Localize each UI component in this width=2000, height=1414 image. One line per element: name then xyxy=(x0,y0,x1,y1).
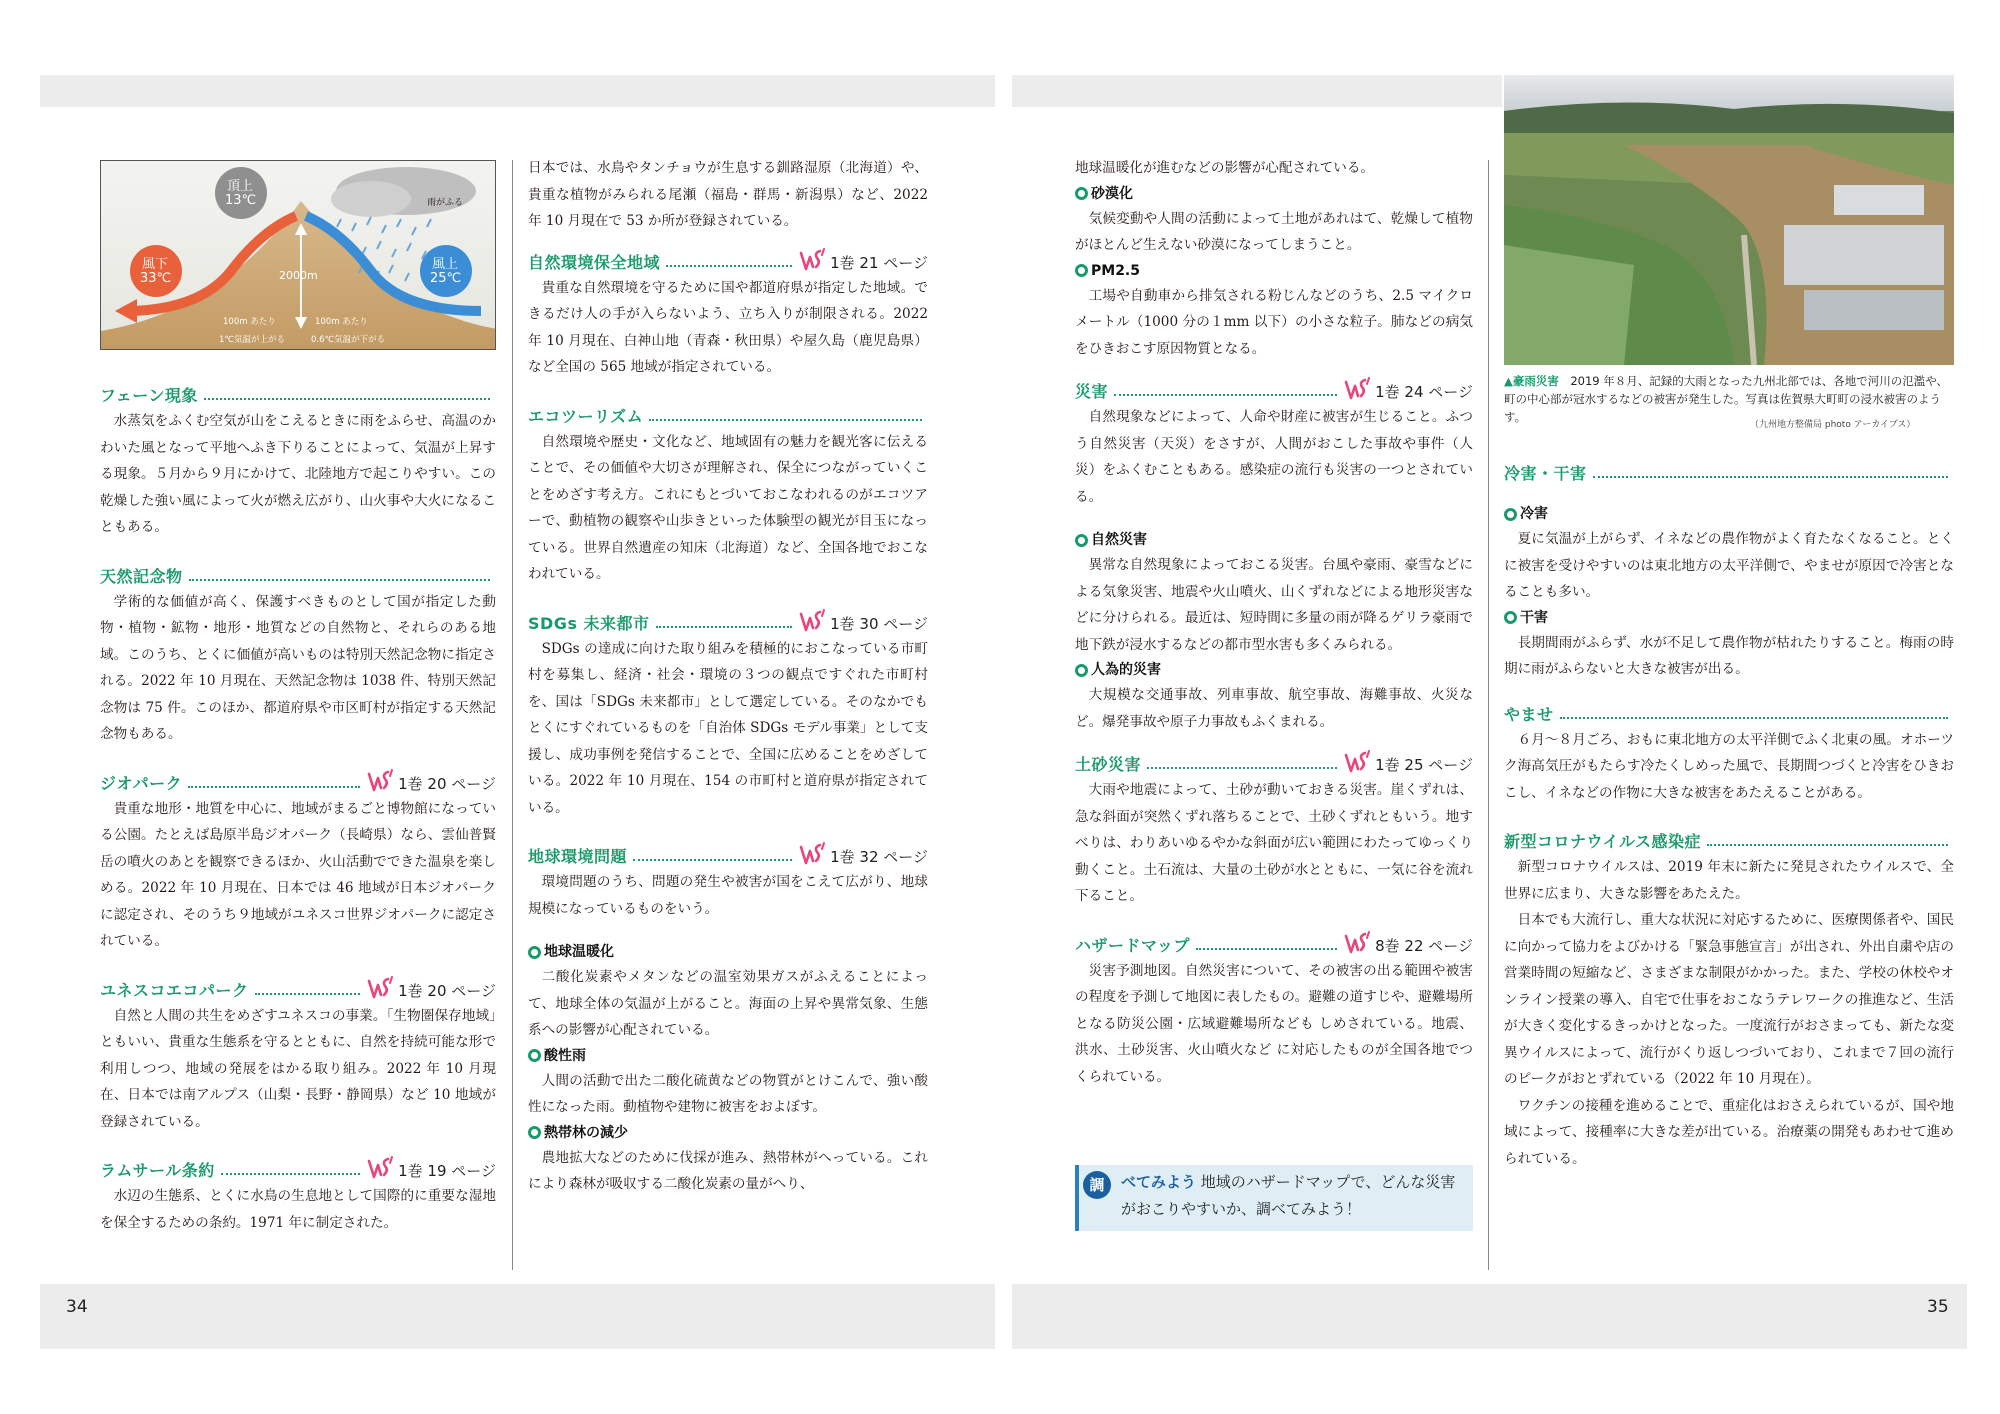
dotted-leader xyxy=(255,993,361,995)
col4-entries xyxy=(1504,697,1954,1173)
entry-text: 環境問題のうち、問題の発生や被害が国をこえて広がり、地球規模になっているものをいう。 xyxy=(528,874,928,917)
entry-text: 新型コロナウイルスは、2019 年末に新たに発見されたウイルスで、全世界に広まり、大きな影響をあたえた。 xyxy=(1504,859,1954,902)
entry-text: SDGs の達成に向けた取り組みを積極的におこなっている市町村を募集し、経済・社会・環境の３つの観点ですぐれた市町村を、国は「SDGs 未来都市」として選定している。そのなかでもとくにすぐれているものを「自治体 SDGs モデル事業」として支援し、成功事例を発信することで、全国に広めることをめざしている。2022 年 10 月現在、154 の市町村と道府県が指定されている。 xyxy=(528,640,928,816)
subitem-title-text: 自然災害 xyxy=(1091,532,1147,548)
glossary-entry xyxy=(1075,747,1473,910)
volume-reference xyxy=(1343,930,1473,956)
entry-header xyxy=(528,399,928,427)
callout-label: べてみよう xyxy=(1121,1173,1197,1191)
subitem-title-text: 熱帯林の減少 xyxy=(544,1124,628,1141)
entry-term: 自然環境保全地域 xyxy=(528,252,661,272)
entry-term: ユネスコエコパーク xyxy=(100,980,249,1000)
entry-term: ハザードマップ xyxy=(1075,935,1190,955)
flood-photo-graphic xyxy=(1504,75,1954,365)
circle-bullet-icon xyxy=(1075,534,1088,547)
glossary-entry xyxy=(1075,928,1473,1091)
volume-reference xyxy=(366,975,496,1001)
reference-text: 1巻 19 ページ xyxy=(398,1162,496,1180)
dotted-leader xyxy=(656,626,793,628)
subitem-title-text: 冷害 xyxy=(1520,506,1548,522)
subitem-title xyxy=(528,1121,928,1145)
subitem-title xyxy=(1075,259,1473,283)
entry-header xyxy=(100,973,496,1001)
glossary-entry xyxy=(528,606,928,822)
left-rate-2: 1℃気温が上がる xyxy=(219,335,285,345)
volume-ref-icon xyxy=(1343,376,1373,402)
leeward-temp: 33℃ xyxy=(140,271,172,286)
column-3 xyxy=(1075,155,1473,1108)
entry-term: SDGs 未来都市 xyxy=(528,613,650,633)
glossary-entry xyxy=(100,766,496,955)
bottom-band-right xyxy=(1012,1284,1967,1349)
subitem-title-text: PM2.5 xyxy=(1091,262,1140,279)
dotted-leader xyxy=(633,859,792,861)
investigate-icon: 調 xyxy=(1083,1171,1111,1199)
dotted-leader xyxy=(189,579,490,581)
circle-bullet-icon xyxy=(528,946,541,959)
dotted-leader xyxy=(1707,844,1948,846)
glossary-entry xyxy=(528,839,928,922)
column-divider-left xyxy=(512,160,513,1270)
entry-term: 冷害・干害 xyxy=(1504,464,1587,483)
circle-bullet-icon xyxy=(528,1126,541,1139)
circle-bullet-icon xyxy=(1075,187,1088,200)
entry-text: 自然現象などによって、人命や財産に被害が生じること。ふつう自然災害（天災）をさすが、人間がおこした事故や事件（人災）をふくむこともある。感染症の流行も災害の一つとされている。 xyxy=(1075,409,1473,505)
entry-text: 学術的な価値が高く、保護すべきものとして国が指定した動物・植物・鉱物・地形・地質などの自然物と、それらのある地域。このうち、とくに価値が高いものは特別天然記念物に指定される。2022 年 10 月現在、天然記念物は 1038 件、特別天然記念物は 75 件。このほか、都道府県や市区町村が指定する天然記念物もある。 xyxy=(100,593,496,742)
entry-header xyxy=(100,378,496,406)
entry-header xyxy=(528,245,928,273)
subitem-title xyxy=(528,940,928,964)
subitem-title xyxy=(1504,502,1954,526)
subitem-title-text: 干害 xyxy=(1520,609,1548,626)
entry-term: フェーン現象 xyxy=(100,386,198,405)
investigate-callout xyxy=(1075,1165,1473,1231)
reference-text: 1巻 20 ページ xyxy=(398,774,496,793)
entry-term: 土砂災害 xyxy=(1075,755,1142,774)
entry-text: 大雨や地震によって、土砂が動いておきる災害。崖くずれは、急な斜面が突然くずれ落ちることで、土砂くずれともいう。地すべりは、わりあいゆるやかな斜面が広い範囲にわたってゆっくり動くこと。土石流は、大量の土砂が水とともに、一気に谷を流れ下ること。 xyxy=(1075,782,1473,904)
subitem-text: 人間の活動で出た二酸化硫黄などの物質がとけこんで、強い酸性になった雨。動植物や建物に被害をおよぼす。 xyxy=(528,1072,928,1115)
entry-term: ジオパーク xyxy=(100,773,183,793)
glossary-entry xyxy=(1075,374,1473,510)
entry-header xyxy=(1075,747,1473,775)
reference-text: 1巻 25 ページ xyxy=(1375,756,1473,774)
subitem-title xyxy=(1075,658,1473,682)
glossary-entry xyxy=(100,378,496,541)
column-2 xyxy=(528,155,928,1198)
subitem-title-text: 地球温暖化 xyxy=(544,944,614,960)
entry-text: 水辺の生態系、とくに水鳥の生息地として国際的に重要な湿地を保全するための条約。1971 年に制定された。 xyxy=(100,1188,496,1231)
entry-term: 新型コロナウイルス感染症 xyxy=(1504,832,1702,851)
glossary-entry xyxy=(1504,824,1954,1172)
entry-header xyxy=(1504,456,1954,484)
entry-text: ワクチンの接種を進めることで、重症化はおさえられているが、国や地域によって、接種率に大きな差が出ている。治療薬の開発もあわせて進められている。 xyxy=(1504,1097,1954,1167)
entry-text: 自然環境や歴史・文化など、地域固有の魅力を観光客に伝えることで、その価値や大切さが理解され、保全につながっていくことをめざす考え方。これにもとづいておこなわれるのがエコツアーで、動植物の観察や山歩きといった体験型の観光が目玉になっている。世界自然遺産の知床（北海道）など、全国各地でおこなわれている。 xyxy=(528,433,928,582)
reference-text: 1巻 32 ページ xyxy=(830,848,928,866)
col3-disaster-subitems xyxy=(1075,528,1473,735)
right-rate-1: 100m あたり xyxy=(315,317,368,327)
subitem-text: 農地拡大などのために伐採が進み、熱帯林がへっている。これにより森林が吸収する二酸化炭素の量がへり、 xyxy=(528,1149,928,1192)
entry-text: 貴重な地形・地質を中心に、地域がまるごと博物館になっている公園。たとえば島原半島ジオパーク（長崎県）なら、雲仙普賢岳の噴火のあとを観察できるほか、火山活動でできた温泉を楽しめる。2022 年 10 月現在、日本では 46 地域が日本ジオパークに認定され、そのうち９地域がユネスコ世界ジオパークに認定されている。 xyxy=(100,800,496,949)
glossary-entry xyxy=(1504,456,1954,484)
left-rate-1: 100m あたり xyxy=(223,317,276,327)
entry-term: 災害 xyxy=(1075,382,1109,401)
volume-reference xyxy=(366,768,496,794)
glossary-entry xyxy=(100,973,496,1136)
col2-entries xyxy=(528,245,928,923)
col2-lead: 日本では、水鳥やタンチョウが生息する釧路湿原（北海道）や、貴重な植物がみられる尾瀬（福島・群馬・新潟県）など、2022 年 10 月現在で 53 か所が登録されている。 xyxy=(528,160,928,229)
dotted-leader xyxy=(666,265,792,267)
entry-term: 地球環境問題 xyxy=(528,847,628,866)
dotted-leader xyxy=(188,786,360,788)
volume-reference xyxy=(798,841,928,867)
glossary-entry xyxy=(100,1153,496,1236)
callout-text: 地域のハザードマップで、どんな災害がおこりやすいか、調べてみよう！ xyxy=(1121,1173,1456,1218)
entry-header xyxy=(1075,374,1473,402)
entry-header xyxy=(100,1153,496,1181)
entry-text: 災害予測地図。自然災害について、その被害の出る範囲や被害の程度を予測して地図に表したもの。避難の道すじや、避難場所となる防災公園・広域避難場所なども しめされている。地震、洪水、土砂災害、火山噴火など に対応したものが全国各地でつくられている。 xyxy=(1075,962,1473,1085)
top-band-left xyxy=(40,75,995,107)
subitem-text: 長期間雨がふらず、水が不足して農作物が枯れたりすること。梅雨の時期に雨がふらないと大きな被害が出る。 xyxy=(1504,634,1954,677)
reference-text: 8巻 22 ページ xyxy=(1375,936,1473,955)
reference-text: 1巻 21 ページ xyxy=(830,253,928,272)
entry-text: 水蒸気をふくむ空気が山をこえるときに雨をふらせ、高温のかわいた風となって平地へふき下りることによって、気温が上昇する現象。５月から９月にかけて、北陸地方で起こりやすい。この乾燥した強い風によって火が燃え広がり、山火事や大火になることもある。 xyxy=(100,413,496,535)
subitem-title xyxy=(1075,528,1473,552)
subitem-text: 二酸化炭素やメタンなどの温室効果ガスがふえることによって、地球全体の気温が上がること。海面の上昇や異常気象、生態系への影響が心配されている。 xyxy=(528,969,928,1038)
dotted-leader xyxy=(1560,717,1948,719)
dotted-leader xyxy=(649,419,922,421)
subitem-text: 気候変動や人間の活動によって土地があれはて、乾燥して植物がほとんど生えない砂漠になってしまうこと。 xyxy=(1075,210,1473,253)
entry-header xyxy=(1075,928,1473,956)
circle-bullet-icon xyxy=(1504,508,1517,521)
entry-term: 天然記念物 xyxy=(100,566,183,586)
dotted-leader xyxy=(1147,767,1337,769)
entry-text: 日本でも大流行し、重大な状況に対応するために、医療関係者や、国民に向かって協力をよびかける「緊急事態宣言」が出され、外出自粛や店の営業時間の短縮など、さまざまな制限がかかった。また、学校の休校やオンライン授業の導入、自宅で仕事をおこなうテレワークの推進など、生活が大きく変化するきっかけとなった。一度流行がおさまっても、新たな変異ウイルスによって、流行がくり返しつづいており、これまで７回の流行のピークがおとずれている（2022 年 10 月現在）。 xyxy=(1504,912,1954,1087)
height-label: 2000m xyxy=(279,269,318,282)
circle-bullet-icon xyxy=(1504,611,1517,624)
subitem-text: 異常な自然現象によっておこる災害。台風や豪雨、豪雪などによる気象災害、地震や火山噴火、山くずれなどによる地形災害などに分けられる。最近は、短時間に多量の雨が降るゲリラ豪雨で地下鉄が浸水するなどの都市型水害も多くみられる。 xyxy=(1075,557,1473,653)
windward-temp: 25℃ xyxy=(430,271,462,286)
dotted-leader xyxy=(1593,476,1948,478)
entry-header xyxy=(528,606,928,634)
glossary-entry xyxy=(1504,697,1954,807)
entry-term: エコツーリズム xyxy=(528,406,644,426)
summit-temp: 13℃ xyxy=(225,193,257,208)
entry-header xyxy=(1504,697,1954,725)
reference-text: 1巻 20 ページ xyxy=(398,981,496,1000)
volume-reference xyxy=(1343,749,1473,775)
entry-header xyxy=(1504,824,1954,852)
volume-ref-icon xyxy=(366,768,396,794)
col4-cold-subitems xyxy=(1504,502,1954,683)
col3-entries xyxy=(1075,747,1473,1090)
volume-ref-icon xyxy=(1343,749,1373,775)
windward-label: 風上 xyxy=(432,257,459,272)
circle-bullet-icon xyxy=(1075,664,1088,677)
entry-term: やませ xyxy=(1504,704,1554,724)
circle-bullet-icon xyxy=(1075,264,1088,277)
entry-term: ラムサール条約 xyxy=(100,1161,215,1180)
subitem-title xyxy=(1075,182,1473,206)
volume-ref-icon xyxy=(798,841,828,867)
reference-text: 1巻 30 ページ xyxy=(830,614,928,633)
entry-text: 自然と人間の共生をめざすユネスコの事業。「生物圏保存地域」ともいい、貴重な生態系を守るとともに、自然を持続可能な形で利用しつつ、地域の発展をはかる取り組み。2022 年 10 月現在、日本では南アルプス（山梨・長野・静岡県）など 10 地域が登録されている。 xyxy=(100,1007,496,1130)
column-4 xyxy=(1504,450,1954,1190)
subitem-title xyxy=(1504,606,1954,630)
entry-header xyxy=(100,766,496,794)
dotted-leader xyxy=(204,398,490,400)
caption-title: 豪雨災害 xyxy=(1512,374,1559,388)
volume-ref-icon xyxy=(798,608,828,634)
bottom-band-left xyxy=(40,1284,995,1349)
subitem-text: 夏に気温が上がらず、イネなどの農作物がよく育たなくなること。とくに被害を受けやすいのは東北地方の太平洋側で、やませが原因で冷害となることも多い。 xyxy=(1504,531,1954,600)
col3-disaster xyxy=(1075,374,1473,510)
subitem-text: 大規模な交通事故、列車事故、航空事故、海難事故、火災など。爆発事故や原子力事故もふくまれる。 xyxy=(1075,687,1473,730)
dotted-leader xyxy=(221,1173,360,1175)
photo-credit: （九州地方整備局 photo アーカイブス） xyxy=(1750,420,1916,430)
glossary-entry xyxy=(528,245,928,381)
col3-lead: 地球温暖化が進むなどの影響が心配されている。 xyxy=(1075,160,1375,176)
col4-cold-entry xyxy=(1504,456,1954,484)
subitem-title xyxy=(528,1044,928,1068)
volume-ref-icon xyxy=(1343,930,1373,956)
summit-label: 頂上 xyxy=(227,179,254,194)
glossary-entry xyxy=(528,399,928,588)
flood-photo xyxy=(1504,75,1954,365)
reference-text: 1巻 24 ページ xyxy=(1375,383,1473,401)
entry-text: 貴重な自然環境を守るために国や都道府県が指定した地域。できるだけ人の手が入らないよう、立ち入りが制限される。2022 年 10 月現在、白神山地（青森・秋田県）や屋久島（鹿児島県）など全国の 565 地域が指定されている。 xyxy=(528,279,928,375)
column-1 xyxy=(100,372,496,1254)
subitem-text: 工場や自動車から排気される粉じんなどのうち、2.5 マイクロメートル（1000 分の１mm 以下）の小さな粒子。肺などの病気をひきおこす原因物質となる。 xyxy=(1075,287,1473,357)
entry-text: ６月～８月ごろ、おもに東北地方の太平洋側でふく北東の風。オホーツク海高気圧がもたらす冷たくしめった風で、長期間つづくと冷害をひきおこし、イネなどの作物に大きな被害をあたえることがある。 xyxy=(1504,731,1954,801)
volume-reference xyxy=(1343,376,1473,402)
right-rate-2: 0.6℃気温が下がる xyxy=(311,335,386,345)
glossary-entry xyxy=(100,559,496,748)
rain-label: 雨がふる xyxy=(427,198,464,208)
col3-subitems xyxy=(1075,182,1473,363)
circle-bullet-icon xyxy=(528,1049,541,1062)
caption-text: 2019 年８月、記録的大雨となった九州北部では、各地で河川の氾濫や、町の中心部が冠水するなどの被害が発生した。写真は佐賀県大町町の浸水被害のようす。 xyxy=(1504,374,1949,424)
photo-caption: ▲豪雨災害 2019 年８月、記録的大雨となった九州北部では、各地で河川の氾濫や、町の中心部が冠水するなどの被害が発生した。写真は佐賀県大町町の浸水被害のようす。 xyxy=(1504,374,1949,424)
column-divider-right xyxy=(1488,160,1489,1270)
volume-ref-icon xyxy=(366,975,396,1001)
page-number-right: 35 xyxy=(1927,1297,1949,1317)
foehn-diagram xyxy=(100,160,496,350)
subitem-title-text: 人為的災害 xyxy=(1091,662,1161,678)
volume-reference xyxy=(798,608,928,634)
volume-reference xyxy=(798,247,928,273)
top-band-right xyxy=(1012,75,1502,107)
subitem-title-text: 砂漠化 xyxy=(1091,185,1133,202)
volume-ref-icon xyxy=(798,247,828,273)
entry-header xyxy=(528,839,928,867)
leeward-label: 風下 xyxy=(142,257,169,272)
col2-subitems xyxy=(528,940,928,1198)
page-number-left: 34 xyxy=(66,1297,88,1317)
dotted-leader xyxy=(1196,948,1337,950)
dotted-leader xyxy=(1114,394,1337,396)
volume-ref-icon xyxy=(366,1155,396,1181)
volume-reference xyxy=(366,1155,496,1181)
entry-header xyxy=(100,559,496,587)
subitem-title-text: 酸性雨 xyxy=(544,1047,586,1064)
